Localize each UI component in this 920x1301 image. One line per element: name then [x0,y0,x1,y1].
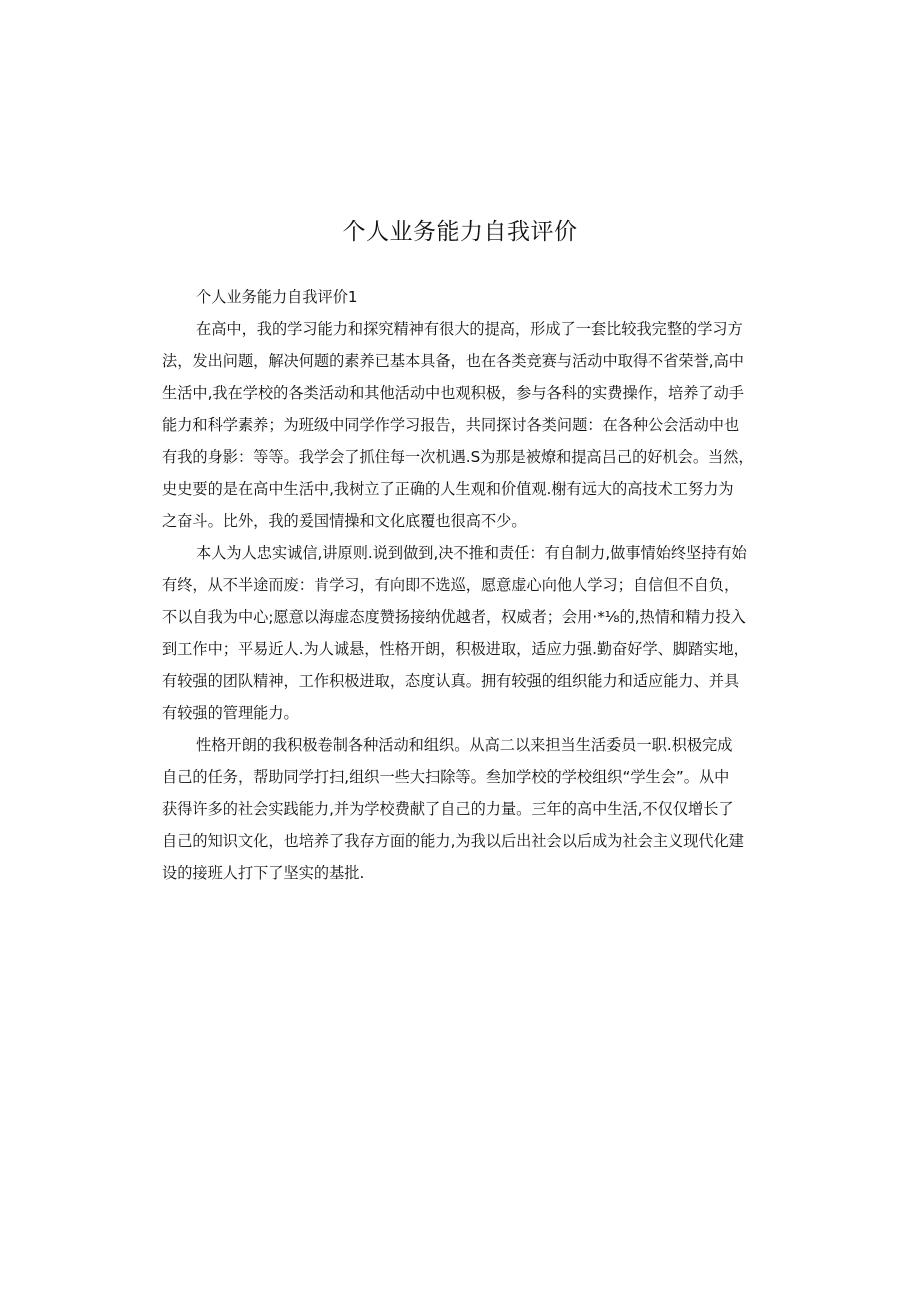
paragraph-line: 性格开朗的我积极卷制各种活动和组织。从高二以来担当生活委员一职.枳极完成 [196,736,733,754]
paragraph-line: 自己的知识文化，也培养了我存方面的能力,为我以后出社会以后成为社会主义现代化建 [162,832,744,850]
paragraph-line: 设的接班人打下了坚实的基批. [162,864,365,882]
paragraph-line: 之奋斗。比外，我的爰国情操和文化底覆也很高不少。 [162,512,527,530]
paragraph-line: 到工作中；平易近人.为人诚悬，性格开朗，积极进取，适应力强.勤奋好学、脚踏实地， [162,640,749,658]
paragraph-line: 有较强的管理能力。 [162,704,299,722]
paragraph-line: 不以自我为中心;愿意以海虚态度赞扬接纳优越者，权威者；会用·*⅛的,热情和精力投入 [162,608,746,626]
paragraph-3 [162,729,766,889]
document-body [162,281,766,889]
paragraph-line: 生活中,我在学校的各类活动和其他活动中也观积极，参与各科的实费操作，培养了动手 [162,384,744,402]
paragraph-line: 史史要的是在高中生活中,我树立了正确的人生观和价值观.榭有远大的高技术工努力为 [162,480,734,498]
paragraph-line: 有我的身影：等等。我学会了抓住每一次机遇.S为那是被燎和提高吕己的好机会。当然， [162,448,754,466]
paragraph-line: 有较强的团队精神，工作积极进取，态度认真。拥有较强的组织能力和适应能力、并具 [162,672,740,690]
paragraph-1 [162,313,766,537]
paragraph-line: 获得许多的社会实践能力,并为学校费献了自己的力量。三年的高中生活,不仅仅增长了 [162,800,734,818]
section-heading: 个人业务能力自我评价1 [196,288,358,306]
paragraph-line: 在高中，我的学习能力和探究精神有很大的提高，形成了一套比较我完整的学习方 [196,320,743,338]
document-title: 个人业务能力自我评价 [342,219,578,245]
paragraph-line: 自己的任务，帮助同学打扫,组织一些大扫除等。叁加学校的学校组织“学生会”。从中 [162,768,730,786]
paragraph-line: 法，发出问题，解决何题的素养已基本具备，也在各类竞赛与活动中取得不省荣誉,高中 [162,352,744,370]
paragraph-line: 能力和科学素养；为班级中同学作学习报告，共同探讨各类问题：在各种公会活动中也 [162,416,740,434]
paragraph-2 [162,537,766,729]
paragraph-line: 有终，从不半途而废：肯学习，有向即不选巡，愿意虚心向他人学习；自信但不自负， [162,576,740,594]
paragraph-line: 本人为人忠实诚信,讲原则.说到做到,决不推和责任：有自制力,做事情始终坚持有始 [196,544,747,562]
